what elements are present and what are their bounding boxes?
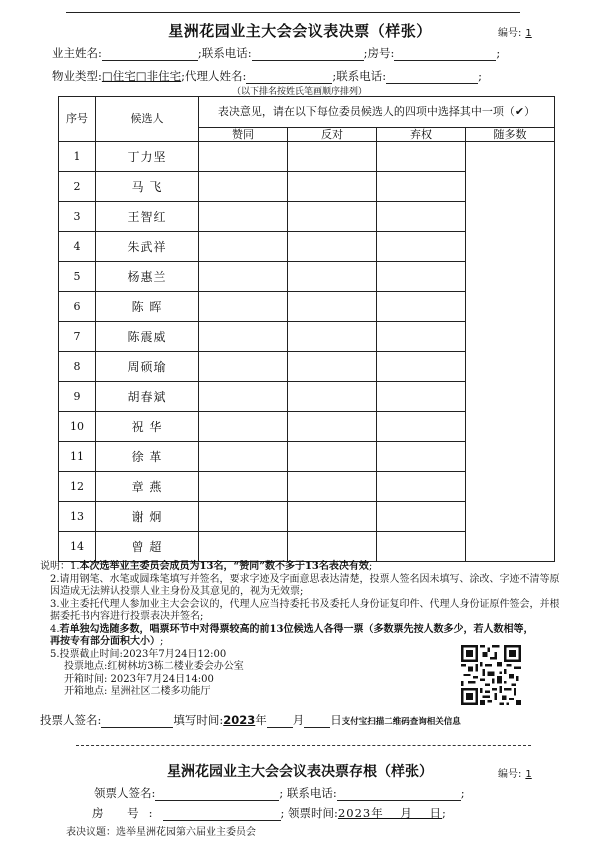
note-1-bold: 本次选举业主委员会成员为13名，“赞同”数不多于13名表决有效 (79, 561, 369, 572)
stub-row1-end: ; (460, 786, 465, 800)
opinion-header: 表决意见，请在以下每位委员候选人的四项中选择其中一项（✔） (199, 97, 555, 128)
serial-value: 1 (525, 28, 532, 39)
candidate-name: 徐 革 (96, 442, 199, 472)
stub-serial-label: 编号: (498, 769, 522, 780)
month-unit: 月 (292, 713, 305, 727)
candidate-name: 周硕瑜 (96, 352, 199, 382)
fill-time-label: 填写时间: (173, 713, 224, 727)
row-index: 2 (59, 172, 96, 202)
abstain-cell[interactable] (377, 322, 466, 352)
note-1 (40, 561, 565, 574)
stub-room-row (92, 805, 446, 821)
note-4-end: ; (160, 636, 164, 647)
row-index: 14 (59, 532, 96, 562)
candidate-name: 陈震威 (96, 322, 199, 352)
agree-cell[interactable] (199, 262, 288, 292)
oppose-cell[interactable] (288, 502, 377, 532)
stub-room-field[interactable] (163, 808, 281, 821)
note-5-open-location: 开箱地点: 星洲社区二楼多功能厅 (64, 686, 211, 697)
abstain-cell[interactable] (377, 382, 466, 412)
agree-cell[interactable] (199, 292, 288, 322)
row-index: 1 (59, 142, 96, 172)
property-info-row (52, 68, 482, 84)
voter-signature-label: 投票人签名: (40, 713, 102, 727)
owner-row-end: ; (496, 46, 501, 60)
abstain-cell[interactable] (377, 412, 466, 442)
table-row (59, 142, 555, 172)
oppose-cell[interactable] (288, 202, 377, 232)
stub-room-label: 房 号: (92, 806, 163, 820)
stub-recipient-field[interactable] (155, 788, 279, 801)
col-follow-header: 随多数 (466, 128, 555, 142)
agent-phone-field[interactable] (386, 71, 478, 84)
property-type-label: 物业类型: (52, 69, 102, 83)
qr-hint: 支付宝扫描二维码查询相关信息 (341, 717, 461, 727)
agree-cell[interactable] (199, 532, 288, 562)
agree-cell[interactable] (199, 232, 288, 262)
row-index: 9 (59, 382, 96, 412)
note-2: 2.请用钢笔、水笔或圆珠笔填写并签名，要求字迹及字面意思表达清楚，投票人签名因未填写、涂改、字迹不清等原因造成无法辨认投票人业主身份及其意见的，视为无效票; (50, 573, 560, 597)
property-row-end: ; (478, 69, 482, 83)
stub-phone-label: ; 联系电话: (279, 786, 337, 800)
owner-name-label: 业主姓名: (52, 46, 102, 60)
abstain-cell[interactable] (377, 472, 466, 502)
owner-name-field[interactable] (102, 48, 198, 61)
candidate-name: 王智红 (96, 202, 199, 232)
ranking-note: （以下排名按姓氏笔画顺序排列） (232, 87, 368, 97)
voter-sign-row (40, 712, 461, 728)
abstain-cell[interactable] (377, 202, 466, 232)
abstain-cell[interactable] (377, 262, 466, 292)
oppose-cell[interactable] (288, 262, 377, 292)
room-field[interactable] (394, 48, 496, 61)
agree-cell[interactable] (199, 352, 288, 382)
stub-recipient-label: 领票人签名: (94, 786, 156, 800)
serial-label: 编号: (498, 28, 522, 39)
col-agree-header: 赞同 (199, 128, 288, 142)
fill-day-field[interactable] (304, 715, 330, 728)
oppose-cell[interactable] (288, 412, 377, 442)
note-5-location: 投票地点:红树林坊3栋二楼业委会办公室 (64, 661, 244, 672)
row-index: 10 (59, 412, 96, 442)
candidate-name: 马 飞 (96, 172, 199, 202)
col-abstain-header: 弃权 (377, 128, 466, 142)
abstain-cell[interactable] (377, 532, 466, 562)
agree-cell[interactable] (199, 172, 288, 202)
abstain-cell[interactable] (377, 142, 466, 172)
serial-number (498, 24, 532, 39)
agree-cell[interactable] (199, 142, 288, 172)
agent-phone-label: ;联系电话: (332, 69, 387, 83)
agree-cell[interactable] (199, 442, 288, 472)
note-1-prefix: 说明：1. (40, 561, 80, 572)
owner-phone-field[interactable] (252, 48, 364, 61)
top-rule (66, 12, 520, 13)
agree-cell[interactable] (199, 412, 288, 442)
day-unit: 日 (330, 713, 342, 727)
cut-line (76, 745, 531, 746)
abstain-cell[interactable] (377, 502, 466, 532)
candidate-name: 胡春斌 (96, 382, 199, 412)
oppose-cell[interactable] (288, 172, 377, 202)
room-label: ;房号: (363, 46, 395, 60)
row-index: 7 (59, 322, 96, 352)
stub-serial (498, 765, 532, 780)
voter-signature-field[interactable] (101, 715, 173, 728)
agree-cell[interactable] (199, 322, 288, 352)
oppose-cell[interactable] (288, 472, 377, 502)
note-1-end: ; (368, 561, 373, 572)
oppose-cell[interactable] (288, 292, 377, 322)
abstain-cell[interactable] (377, 172, 466, 202)
candidate-name: 丁力坚 (96, 142, 199, 172)
follow-majority-cell[interactable] (466, 142, 555, 562)
agree-cell[interactable] (199, 382, 288, 412)
oppose-cell[interactable] (288, 352, 377, 382)
candidate-name: 曾 超 (96, 532, 199, 562)
year-unit: 年 (255, 713, 267, 727)
oppose-cell[interactable] (288, 322, 377, 352)
fill-month-field[interactable] (267, 715, 293, 728)
owner-phone-label: ;联系电话: (197, 46, 252, 60)
candidate-name: 朱武祥 (96, 232, 199, 262)
row-index: 12 (59, 472, 96, 502)
stub-time-label: ; 领票时间: (280, 806, 338, 820)
oppose-cell[interactable] (288, 382, 377, 412)
stub-serial-value: 1 (525, 769, 532, 780)
row-index: 4 (59, 232, 96, 262)
note-4-bold: 若单独勾选随多数，唱票环节中对得票较高的前13位候选人各得一票（多数票先按人数多少，若人数相等，再按专有部分面积大小） (50, 623, 534, 647)
abstain-cell[interactable] (377, 292, 466, 322)
agree-cell[interactable] (199, 472, 288, 502)
oppose-cell[interactable] (288, 442, 377, 472)
candidate-name: 祝 华 (96, 412, 199, 442)
stub-time-value: 2023年 月 日 (337, 806, 443, 820)
candidate-name: 陈 晖 (96, 292, 199, 322)
col-index-header: 序号 (59, 97, 96, 142)
ballot-title: 星洲花园业主大会会议表决票（样张） (168, 22, 432, 40)
oppose-cell[interactable] (288, 142, 377, 172)
vote-table (58, 96, 555, 562)
row-index: 13 (59, 502, 96, 532)
note-5-deadline: 5.投票截止时间:2023年7月24日12:00 (50, 648, 227, 660)
property-type-options[interactable]: □住宅□非住宅 (101, 69, 182, 83)
candidate-name: 杨惠兰 (96, 262, 199, 292)
stub-row2-end: ; (442, 806, 446, 820)
oppose-cell[interactable] (288, 532, 377, 562)
candidate-name: 谢 炯 (96, 502, 199, 532)
note-5-open-time: 开箱时间: 2023年7月24日14:00 (64, 673, 214, 685)
fill-year: 2023 (223, 713, 256, 727)
note-4-prefix: 4. (50, 623, 60, 635)
row-index: 3 (59, 202, 96, 232)
agent-name-label: ;代理人姓名: (181, 69, 247, 83)
col-candidate-header: 候选人 (96, 97, 199, 142)
row-index: 11 (59, 442, 96, 472)
owner-info-row (52, 45, 500, 61)
abstain-cell[interactable] (377, 232, 466, 262)
abstain-cell[interactable] (377, 442, 466, 472)
agent-name-field[interactable] (246, 71, 332, 84)
row-index: 6 (59, 292, 96, 322)
candidate-name: 章 燕 (96, 472, 199, 502)
abstain-cell[interactable] (377, 352, 466, 382)
row-index: 5 (59, 262, 96, 292)
agree-cell[interactable] (199, 502, 288, 532)
row-index: 8 (59, 352, 96, 382)
qr-code-icon[interactable] (461, 645, 521, 705)
stub-phone-field[interactable] (337, 788, 461, 801)
agree-cell[interactable] (199, 202, 288, 232)
oppose-cell[interactable] (288, 232, 377, 262)
stub-recipient-row (94, 785, 465, 801)
note-3: 3.业主委托代理人参加业主大会会议的，代理人应当持委托书及委托人身份证复印件、代理人身份证原件签会，并根据委托书内容进行投票表决并签名; (50, 598, 560, 622)
col-oppose-header: 反对 (288, 128, 377, 142)
stub-title: 星洲花园业主大会会议表决票存根（样张） (167, 764, 433, 780)
stub-topic: 表决议题：选举星洲花园第六届业主委员会 (66, 827, 256, 838)
